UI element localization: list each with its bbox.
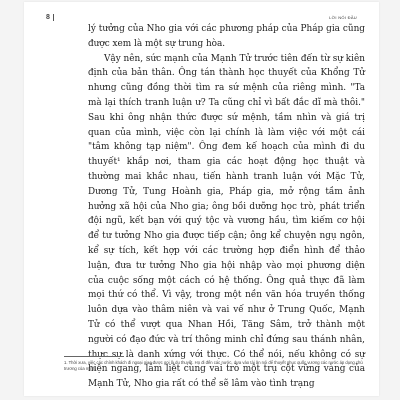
header-divider [53, 14, 54, 21]
paragraph-2: Vậy nên, sức mạnh của Mạnh Tử trước tiên đến từ sự kiên định của bản thân. Ông tán thành học thuyết của Khổng Tử nhưng cũng đồng thời tìm ra sứ mệnh của riêng mình. "Ta mà lại thích tranh luận ư? Ta cũng chỉ vì bất đắc dĩ mà thôi." Sau khi ông nhận thức được sứ mệnh, tầm nhìn và giá trị quan của mình, việc còn lại chính là làm việc với một cái "tâm không tạp niệm". Ông đem kế hoạch của mình đi du thuyết¹ khắp nơi, tham gia các hoạt động học thuật và thường mai khắc nhau, tiến hành tranh luận với Mặc Tử, Dương Tử, Tung Hoành gia, Pháp gia, mở rộng tầm ảnh hưởng xã hội của Nho gia; ông bồi dưỡng học trò, phát triển đội ngũ, kết bạn với quý tộc và vương hầu, tìm kiếm cơ hội để tư tưởng Nho gia được tiếp cận; ông kể chuyện ngụ ngôn, kể sự tích, kết hợp với các trường hợp điển hình để thảo luận, đưa tư tưởng Nho gia hội nhập vào mọi phương diện của cuộc sống một cách có hệ thống. Ông quả thực đã làm mọi thứ có thể. Vì vậy, trong một nền văn hóa truyền thống luôn dựa vào thâm niên và vai vế như ở Trung Quốc, Mạnh Tử có thể vượt qua Nhan Hồi, Tăng Sâm, trở thành một người có đạo đức và trí thông minh chỉ đứng sau thánh nhân, thực sự là danh xứng với thực. Có thể nói, nếu không có sự hiện ngang, lẫm liệt cùng vai trò một trụ cột vững vàng của Mạnh Tử, Nho gia rất có thể sẽ lâm vào tình trạng [88, 53, 365, 390]
page-number-group [46, 14, 54, 21]
footnote: 1. Thời xưa, việc các chính khách đi ngoại giao được gọi là du thuyết. Họ đi đến các nước, dựa vào tài ăn nói để thuyết phục quốc vương các nước áp dụng chủ trương của mình. [64, 360, 363, 371]
book-page [24, 2, 379, 396]
body-text [88, 22, 365, 392]
page-number: 8 [46, 13, 50, 21]
running-head: LỜI NÓI ĐẦU [329, 14, 357, 20]
footnote-rule [64, 356, 124, 357]
paragraph-1: lý tưởng của Nho gia với các phương pháp của Pháp gia cũng được xem là một sự trung hòa. [88, 24, 365, 49]
